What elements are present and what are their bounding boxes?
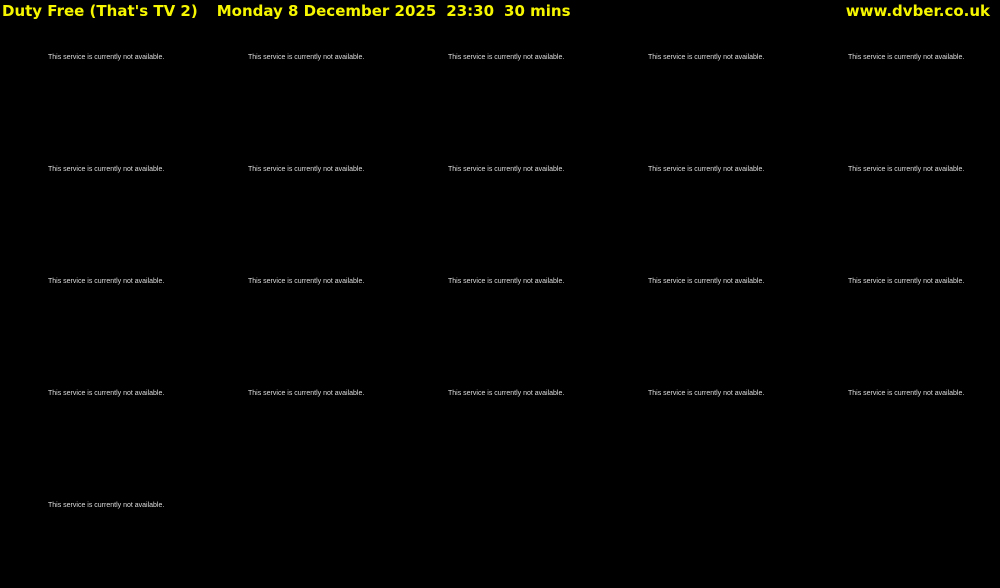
service-unavailable-text: This service is currently not available. (248, 166, 365, 173)
service-unavailable-text: This service is currently not available. (648, 54, 765, 61)
service-unavailable-text: This service is currently not available. (248, 54, 365, 61)
service-unavailable-text: This service is currently not available. (48, 54, 165, 61)
service-unavailable-text: This service is currently not available. (648, 390, 765, 397)
service-unavailable-text: This service is currently not available. (248, 390, 365, 397)
service-unavailable-text: This service is currently not available. (848, 54, 965, 61)
service-unavailable-text: This service is currently not available. (48, 390, 165, 397)
service-unavailable-text: This service is currently not available. (448, 390, 565, 397)
service-message-grid (0, 28, 1000, 588)
broadcast-header (0, 0, 1000, 24)
broadcast-duration: 30 mins (504, 2, 571, 20)
website-url: www.dvber.co.uk (845, 2, 990, 20)
service-unavailable-text: This service is currently not available. (648, 166, 765, 173)
service-unavailable-text: This service is currently not available. (48, 502, 165, 509)
service-unavailable-text: This service is currently not available. (848, 278, 965, 285)
service-unavailable-text: This service is currently not available. (648, 278, 765, 285)
programme-title: Duty Free (That's TV 2) (2, 2, 198, 20)
service-unavailable-text: This service is currently not available. (848, 166, 965, 173)
broadcast-date: Monday 8 December 2025 (216, 2, 437, 20)
broadcast-time: 23:30 (446, 2, 495, 20)
programme-info (0, 2, 571, 20)
service-unavailable-text: This service is currently not available. (848, 390, 965, 397)
service-unavailable-text: This service is currently not available. (448, 278, 565, 285)
service-unavailable-text: This service is currently not available. (48, 278, 165, 285)
service-unavailable-text: This service is currently not available. (448, 166, 565, 173)
service-unavailable-text: This service is currently not available. (48, 166, 165, 173)
service-unavailable-text: This service is currently not available. (248, 278, 365, 285)
service-unavailable-text: This service is currently not available. (448, 54, 565, 61)
